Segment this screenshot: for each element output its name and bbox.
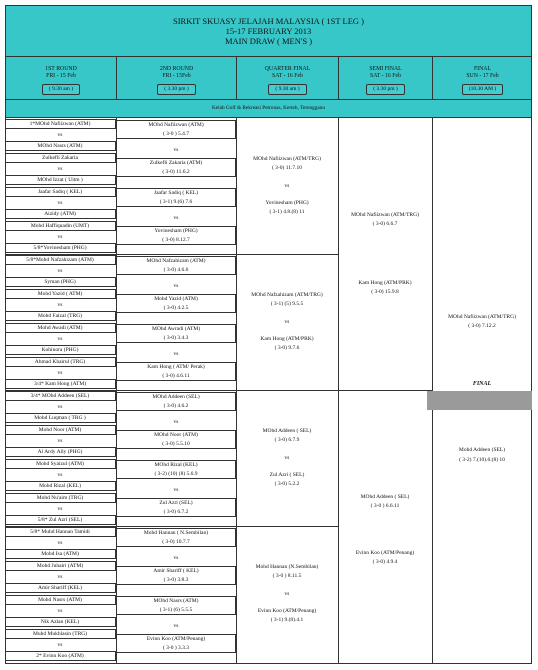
r1-player: Mohd Awadi (ATM) — [37, 325, 83, 331]
round-date: FRI - 15 Feb — [46, 73, 76, 79]
qf-score: ( 3-1) (5) 9.5.5 — [270, 301, 304, 307]
player-box — [5, 617, 116, 627]
vs-label: vs — [284, 591, 290, 597]
final-score: ( 3-2) 7.(10).6.(8) 10 — [459, 457, 505, 463]
r2-score: ( 3-0 ) 3.3.3 — [162, 645, 190, 651]
r2-score: ( 3-0) 8.12.7 — [162, 237, 190, 243]
player-box — [5, 379, 116, 389]
round-header-row — [5, 57, 532, 100]
title-banner — [5, 5, 532, 57]
r2-score: ( 3-0) 4.2.5 — [163, 305, 189, 311]
sf-score: ( 3-0 ) 6.6.11 — [370, 503, 400, 509]
r1-player: Mohd Faizal (TRG) — [38, 313, 82, 319]
round-header-1 — [6, 57, 117, 99]
qf-score: ( 3-0) 6.7.9 — [274, 437, 300, 443]
round-time: ( 9.30 am ) — [268, 84, 306, 95]
player-box — [5, 345, 116, 355]
r2-score: ( 3-0) 6.7.2 — [163, 509, 189, 515]
player-box — [5, 549, 116, 559]
col-divider — [338, 118, 339, 664]
vs-label: vs — [173, 351, 179, 357]
round-date: SUN - 17 Feb — [466, 73, 499, 79]
vs-label: vs — [57, 166, 63, 172]
r1-player: 3/4* Kam Hong (ATM) — [33, 381, 87, 387]
r2-score: ( 3-1) 9.(6) 7.6 — [159, 199, 193, 205]
vs-label: vs — [173, 147, 179, 153]
r1-player: Al Ardy Ally (PHG) — [37, 449, 83, 455]
draw-title: MAIN DRAW ( MEN'S ) — [224, 36, 313, 46]
vs-label: vs — [57, 506, 63, 512]
round-header-4 — [339, 57, 433, 99]
vs-label: vs — [57, 268, 63, 274]
r1-player: Mohd Haffiquadin (UMT) — [30, 223, 90, 229]
r1-player: Mohd Nu'aim (TRG) — [36, 495, 84, 501]
vs-label: vs — [57, 438, 63, 444]
round-time: ( 3.30 pm ) — [366, 84, 404, 95]
r1-player: Ahmad Khairul (TRG) — [34, 359, 86, 365]
vs-label: vs — [57, 234, 63, 240]
r2-score: ( 3-0) 11.6.2 — [162, 169, 190, 175]
round-name: FINAL — [473, 66, 492, 72]
qf-score: ( 3-0) 5.2.2 — [274, 481, 300, 487]
r2-player: MOhd Nafzahizam (ATM) — [146, 258, 206, 264]
r1-player: Mohd Syaizul (ATM) — [36, 461, 84, 467]
r2-player: Kam Hong ( ATM/ Perak) — [147, 364, 205, 370]
vs-label: vs — [57, 200, 63, 206]
sf-score: ( 3-0) 15.9.8 — [371, 289, 399, 295]
venue-bar: Kelab Golf & Rekreasi Petronas, Kerteh, Terengganu — [5, 100, 532, 118]
qf-player: MOhd Addeen ( SEL) — [262, 428, 312, 434]
r2-player: Evinn Koo (ATM/Penang) — [146, 636, 206, 642]
r2-score: ( 3-0) 4.6.2 — [163, 403, 189, 409]
round-name: SEMI FINAL — [369, 66, 402, 72]
vs-label: vs — [173, 215, 179, 221]
player-box — [5, 141, 116, 151]
vs-label: vs — [57, 370, 63, 376]
r1-player: Syman (PHG) — [44, 279, 76, 285]
sf-player: Evinn Koo (ATM/Penang) — [355, 550, 415, 556]
player-box — [5, 413, 116, 423]
final-label: FINAL — [472, 381, 492, 387]
qf-player: Kam Hong (ATM/PRK) — [260, 336, 314, 342]
qf-score: ( 3-0) 11.7.10 — [271, 165, 303, 171]
r1-player: 5/8* Muhd Hannan Tamidi — [30, 529, 90, 535]
r2-player: MOhd Nasrs (ATM) — [153, 598, 199, 604]
qf-player: Zul Azri ( SEL) — [269, 472, 305, 478]
r1-player: Mohd Noor (ATM) — [38, 427, 82, 433]
r1-player: 5/8*Mohd Nafzahizam (ATM) — [26, 257, 94, 263]
qf-player: MOhd Nafzahizam (ATM/TRG) — [251, 292, 323, 298]
r2-player: Zulkefli Zakaria (ATM) — [149, 160, 203, 166]
round-date: FRI - 15Feb — [162, 73, 191, 79]
r1-player: Kohinora (PHG) — [41, 347, 79, 353]
event-dates: 15-17 FEBRUARY 2013 — [225, 26, 312, 36]
round-date: SAT - 16 Feb — [272, 73, 303, 79]
r1-player: Muhd Mukhlasin (TRG) — [32, 631, 88, 637]
qf-score: ( 3-0) 9.7.6 — [274, 345, 300, 351]
r2-player: Jaafar Sadiq ( KEL) — [153, 190, 199, 196]
player-box — [5, 651, 116, 661]
player-box — [5, 481, 116, 491]
event-title: SIRKIT SKUASY JELAJAH MALAYSIA ( 1ST LEG ) — [172, 16, 365, 26]
vs-label: vs — [57, 642, 63, 648]
vs-label: vs — [57, 574, 63, 580]
r2-player: MOhd Addeen (SEL) — [152, 394, 200, 400]
r2-player: Mohd Yazid (ATM) — [154, 296, 198, 302]
final-player: Mohd Addeen (SEL) — [458, 447, 506, 453]
vs-label: vs — [284, 319, 290, 325]
sf-score: ( 3-0) 6.6.7 — [372, 221, 398, 227]
vs-label: vs — [57, 472, 63, 478]
r2-score: ( 3-0) 10.7.7 — [162, 539, 190, 545]
vs-label: vs — [173, 555, 179, 561]
qf-score: ( 3-1) 4.8.(8) 11 — [269, 209, 305, 215]
vs-label: vs — [57, 336, 63, 342]
player-box — [5, 209, 116, 219]
round-date: SAT - 16 Feb — [370, 73, 401, 79]
r2-player: Yovinesham (PHG) — [154, 228, 198, 234]
r1-player: Mohd Rizal (KEL) — [39, 483, 81, 489]
r1-player: MOhd Nasrs (ATM) — [37, 143, 83, 149]
col-divider — [236, 118, 237, 664]
r2-score: ( 3-0) 5.5.10 — [162, 441, 190, 447]
qf-score: ( 3-1) 9.(8).4.1 — [270, 617, 304, 623]
player-box — [5, 583, 116, 593]
r2-score: ( 3-0) 4.6.6 — [163, 267, 189, 273]
r2-score: ( 3-1) (6) 5.5.5 — [159, 607, 193, 613]
round-name: 1ST ROUND — [45, 66, 77, 72]
r1-player: 1*MOhd Nafiizwan (ATM) — [29, 121, 91, 127]
r2-score: ( 3-0 ) 5.4.7 — [162, 131, 190, 137]
round-time: ( 9.30 am ) — [42, 84, 80, 95]
r2-score: ( 3-0) 3.8.3 — [163, 577, 189, 583]
r1-player: Zulkefli Zakaria — [42, 155, 78, 161]
r2-player: Amir Shariff ( KEL) — [153, 568, 199, 574]
vs-label: vs — [173, 283, 179, 289]
round-header-5 — [433, 57, 532, 99]
sf-player: Kam Hong (ATM/PRK) — [358, 280, 412, 286]
r2-player: MOhd Noor (ATM) — [154, 432, 198, 438]
shaded-block — [427, 391, 532, 410]
r1-player: 2* Evinn Koo (ATM) — [36, 653, 84, 659]
qf-player: Evinn Koo (ATM/Penang) — [257, 608, 317, 614]
player-box — [5, 243, 116, 253]
r1-player: Amir Shariff (KEL) — [38, 585, 82, 591]
r1-player: Nik Azlan (KEL) — [40, 619, 80, 625]
round-time: (10.30 AM ) — [462, 84, 503, 95]
sf-player: MOhd Addeen ( SEL) — [360, 494, 410, 500]
player-box — [5, 447, 116, 457]
r2-score: ( 3-2) (10) (8) 5.6.9 — [154, 471, 198, 477]
r1-player: Mohd Isa (ATM) — [41, 551, 79, 557]
round-header-2 — [117, 57, 237, 99]
sf-player: MOhd Nafiizwan (ATM/TRG) — [351, 212, 419, 218]
r1-player: Jaafar Sadiq ( KEL) — [37, 189, 83, 195]
round-time: ( 3.30 pm ) — [157, 84, 195, 95]
r1-player: 3/4* MOhd Addeen (SEL) — [30, 393, 90, 399]
vs-label: vs — [57, 302, 63, 308]
r1-player: MOhd Izzat ( Uitm ) — [37, 177, 83, 183]
r2-player: MOhd Nafiizwan (ATM) — [148, 122, 204, 128]
r2-score: ( 3-0) 4.6.11 — [162, 373, 190, 379]
player-box — [5, 311, 116, 321]
r2-score: ( 3-0) 3.4.3 — [163, 335, 189, 341]
round-name: QUARTER FINAL — [264, 66, 311, 72]
qf-player: MOhd Nafiizwan (ATM/TRG) — [253, 156, 321, 162]
qf-player: Yovinesham (PHG) — [265, 200, 309, 206]
vs-label: vs — [284, 183, 290, 189]
vs-label: vs — [284, 455, 290, 461]
r2-player: MOhd Awradi (ATM) — [151, 326, 201, 332]
qf-score: ( 3-0 ) 8.11.5 — [272, 573, 302, 579]
qf-player: Mohd Hannan (N.Sembilan) — [255, 564, 319, 570]
player-box — [5, 175, 116, 185]
final-score: ( 3-0) 7.12.2 — [468, 323, 496, 329]
vs-label: vs — [173, 419, 179, 425]
final-player: MOhd Nafiizwan (ATM/TRG) — [448, 314, 516, 320]
vs-label: vs — [57, 608, 63, 614]
r1-player: Mohd Yazid ( ATM) — [37, 291, 83, 297]
r1-player: Mohd Nasrs (ATM) — [38, 597, 82, 603]
r1-player: Mohd Juhairi (ATM) — [36, 563, 84, 569]
r1-player: Aizidy (ATM) — [44, 211, 76, 217]
vs-label: vs — [57, 404, 63, 410]
sf-score: ( 3-0) 4.9.4 — [372, 559, 398, 565]
vs-label: vs — [57, 540, 63, 546]
r2-player: Zul Azri (SEL) — [159, 500, 193, 506]
player-box — [5, 277, 116, 287]
r2-player: Mohd Hannan ( N.Sembilan) — [143, 530, 209, 536]
r2-player: MOhd Rizal (KEL) — [154, 462, 198, 468]
vs-label: vs — [173, 487, 179, 493]
player-box — [5, 515, 116, 525]
vs-label: vs — [57, 132, 63, 138]
vs-label: vs — [173, 623, 179, 629]
round-name: 2ND ROUND — [159, 66, 194, 72]
round-header-3 — [237, 57, 339, 99]
r1-player: 5/8* Zul Azri (SEL) — [37, 517, 83, 523]
r1-player: Mohd Luqman ( TRG ) — [34, 415, 86, 421]
r1-player: 5/8*Yovinesham (PHG) — [33, 245, 87, 251]
